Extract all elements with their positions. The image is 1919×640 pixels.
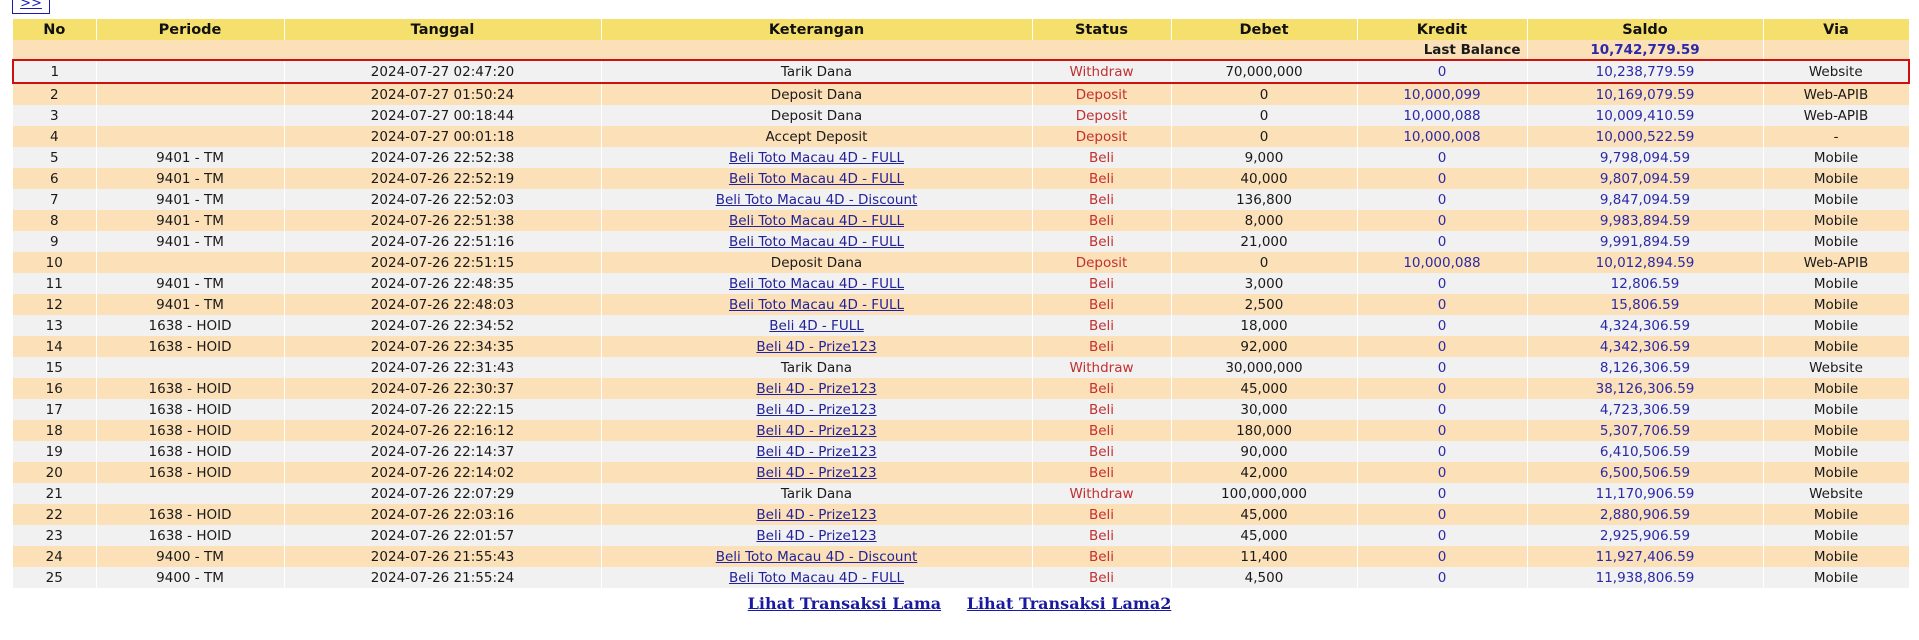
row-kredit: 0 bbox=[1357, 378, 1527, 399]
row-keterangan bbox=[601, 147, 1032, 168]
row-kredit: 0 bbox=[1357, 273, 1527, 294]
keterangan-link[interactable]: Beli Toto Macau 4D - Discount bbox=[715, 548, 918, 565]
row-kredit: 0 bbox=[1357, 462, 1527, 483]
row-kredit: 0 bbox=[1357, 525, 1527, 546]
row-kredit: 0 bbox=[1357, 210, 1527, 231]
header-via: Via bbox=[1763, 19, 1909, 40]
row-debet: 8,000 bbox=[1171, 210, 1357, 231]
row-tanggal: 2024-07-26 22:07:29 bbox=[284, 483, 601, 504]
row-debet: 2,500 bbox=[1171, 294, 1357, 315]
row-via: Website bbox=[1763, 60, 1909, 83]
header-saldo: Saldo bbox=[1527, 19, 1763, 40]
row-status: Beli bbox=[1032, 504, 1171, 525]
table-row bbox=[13, 420, 1909, 441]
row-status: Beli bbox=[1032, 294, 1171, 315]
row-via: Mobile bbox=[1763, 546, 1909, 567]
row-via: Mobile bbox=[1763, 168, 1909, 189]
row-status: Beli bbox=[1032, 336, 1171, 357]
row-kredit: 10,000,088 bbox=[1357, 105, 1527, 126]
row-periode bbox=[96, 252, 284, 273]
row-status: Withdraw bbox=[1032, 357, 1171, 378]
row-no: 19 bbox=[13, 441, 96, 462]
keterangan-link[interactable]: Beli 4D - Prize123 bbox=[756, 401, 877, 418]
keterangan-link[interactable]: Beli Toto Macau 4D - FULL bbox=[728, 296, 904, 313]
row-kredit: 0 bbox=[1357, 60, 1527, 83]
row-debet: 30,000 bbox=[1171, 399, 1357, 420]
row-debet: 0 bbox=[1171, 252, 1357, 273]
row-tanggal: 2024-07-26 22:52:38 bbox=[284, 147, 601, 168]
row-debet: 0 bbox=[1171, 126, 1357, 147]
row-debet: 40,000 bbox=[1171, 168, 1357, 189]
row-status: Beli bbox=[1032, 231, 1171, 252]
row-keterangan bbox=[601, 210, 1032, 231]
row-tanggal: 2024-07-26 22:52:03 bbox=[284, 189, 601, 210]
keterangan-link[interactable]: Beli 4D - Prize123 bbox=[756, 464, 877, 481]
row-kredit: 0 bbox=[1357, 567, 1527, 588]
row-kredit: 0 bbox=[1357, 483, 1527, 504]
table-row bbox=[13, 147, 1909, 168]
row-via: Mobile bbox=[1763, 441, 1909, 462]
row-periode: 9401 - TM bbox=[96, 294, 284, 315]
row-debet: 3,000 bbox=[1171, 273, 1357, 294]
row-via: Mobile bbox=[1763, 399, 1909, 420]
row-saldo: 11,938,806.59 bbox=[1527, 567, 1763, 588]
row-periode bbox=[96, 357, 284, 378]
table-header-row bbox=[13, 19, 1909, 40]
table-row bbox=[13, 315, 1909, 336]
row-kredit: 0 bbox=[1357, 546, 1527, 567]
row-via: Mobile bbox=[1763, 525, 1909, 546]
row-keterangan bbox=[601, 504, 1032, 525]
row-via: Mobile bbox=[1763, 504, 1909, 525]
keterangan-link[interactable]: Beli 4D - Prize123 bbox=[756, 506, 877, 523]
keterangan-link[interactable]: Beli Toto Macau 4D - Discount bbox=[715, 191, 918, 208]
keterangan-link[interactable]: Beli Toto Macau 4D - FULL bbox=[728, 170, 904, 187]
keterangan-link[interactable]: Beli Toto Macau 4D - FULL bbox=[728, 275, 904, 292]
row-via: Mobile bbox=[1763, 147, 1909, 168]
row-tanggal: 2024-07-26 22:22:15 bbox=[284, 399, 601, 420]
row-debet: 4,500 bbox=[1171, 567, 1357, 588]
row-status: Beli bbox=[1032, 546, 1171, 567]
table-row bbox=[13, 336, 1909, 357]
row-via: Mobile bbox=[1763, 273, 1909, 294]
table-row bbox=[13, 462, 1909, 483]
row-periode bbox=[96, 105, 284, 126]
row-kredit: 10,000,088 bbox=[1357, 252, 1527, 273]
row-via: Mobile bbox=[1763, 315, 1909, 336]
row-saldo: 10,012,894.59 bbox=[1527, 252, 1763, 273]
row-saldo: 6,410,506.59 bbox=[1527, 441, 1763, 462]
row-tanggal: 2024-07-26 21:55:24 bbox=[284, 567, 601, 588]
row-no: 11 bbox=[13, 273, 96, 294]
row-via: Web-APIB bbox=[1763, 252, 1909, 273]
row-kredit: 0 bbox=[1357, 315, 1527, 336]
row-via: Mobile bbox=[1763, 210, 1909, 231]
row-saldo: 11,170,906.59 bbox=[1527, 483, 1763, 504]
row-keterangan: Deposit Dana bbox=[601, 83, 1032, 105]
row-periode bbox=[96, 483, 284, 504]
row-status: Withdraw bbox=[1032, 483, 1171, 504]
row-via: Mobile bbox=[1763, 378, 1909, 399]
transaction-table bbox=[12, 19, 1910, 588]
row-periode: 1638 - HOID bbox=[96, 525, 284, 546]
table-row bbox=[13, 546, 1909, 567]
row-periode: 1638 - HOID bbox=[96, 378, 284, 399]
row-kredit: 0 bbox=[1357, 294, 1527, 315]
header-keterangan: Keterangan bbox=[601, 19, 1032, 40]
row-keterangan bbox=[601, 525, 1032, 546]
row-no: 9 bbox=[13, 231, 96, 252]
row-tanggal: 2024-07-26 22:48:03 bbox=[284, 294, 601, 315]
last-balance-row bbox=[13, 40, 1909, 60]
row-kredit: 0 bbox=[1357, 399, 1527, 420]
row-keterangan bbox=[601, 420, 1032, 441]
row-periode: 9401 - TM bbox=[96, 147, 284, 168]
row-keterangan bbox=[601, 168, 1032, 189]
row-status: Beli bbox=[1032, 462, 1171, 483]
row-kredit: 10,000,008 bbox=[1357, 126, 1527, 147]
row-periode: 9400 - TM bbox=[96, 567, 284, 588]
keterangan-link[interactable]: Beli Toto Macau 4D - FULL bbox=[728, 212, 904, 229]
row-keterangan bbox=[601, 567, 1032, 588]
row-tanggal: 2024-07-27 00:18:44 bbox=[284, 105, 601, 126]
row-saldo: 2,925,906.59 bbox=[1527, 525, 1763, 546]
row-saldo: 4,324,306.59 bbox=[1527, 315, 1763, 336]
keterangan-link[interactable]: Beli 4D - Prize123 bbox=[756, 527, 877, 544]
row-no: 1 bbox=[13, 60, 96, 83]
keterangan-link[interactable]: Beli Toto Macau 4D - FULL bbox=[728, 233, 904, 250]
row-saldo: 5,307,706.59 bbox=[1527, 420, 1763, 441]
row-saldo: 4,342,306.59 bbox=[1527, 336, 1763, 357]
header-kredit: Kredit bbox=[1357, 19, 1527, 40]
table-row bbox=[13, 210, 1909, 231]
row-via: Web-APIB bbox=[1763, 83, 1909, 105]
row-periode: 1638 - HOID bbox=[96, 420, 284, 441]
table-row bbox=[13, 525, 1909, 546]
keterangan-link[interactable]: Beli 4D - Prize123 bbox=[756, 422, 877, 439]
row-no: 17 bbox=[13, 399, 96, 420]
row-debet: 42,000 bbox=[1171, 462, 1357, 483]
row-debet: 45,000 bbox=[1171, 378, 1357, 399]
table-row bbox=[13, 483, 1909, 504]
keterangan-link[interactable]: Beli 4D - Prize123 bbox=[756, 338, 877, 355]
row-debet: 90,000 bbox=[1171, 441, 1357, 462]
row-periode: 1638 - HOID bbox=[96, 504, 284, 525]
row-debet: 0 bbox=[1171, 83, 1357, 105]
table-row bbox=[13, 83, 1909, 105]
row-saldo: 38,126,306.59 bbox=[1527, 378, 1763, 399]
row-debet: 70,000,000 bbox=[1171, 60, 1357, 83]
row-saldo: 8,126,306.59 bbox=[1527, 357, 1763, 378]
row-via: Mobile bbox=[1763, 462, 1909, 483]
row-saldo: 10,009,410.59 bbox=[1527, 105, 1763, 126]
row-no: 25 bbox=[13, 567, 96, 588]
row-periode: 1638 - HOID bbox=[96, 462, 284, 483]
table-row bbox=[13, 567, 1909, 588]
next-page-button[interactable]: >> bbox=[12, 0, 50, 14]
row-kredit: 0 bbox=[1357, 420, 1527, 441]
row-status: Beli bbox=[1032, 189, 1171, 210]
row-keterangan bbox=[601, 441, 1032, 462]
row-periode: 1638 - HOID bbox=[96, 315, 284, 336]
row-tanggal: 2024-07-26 22:52:19 bbox=[284, 168, 601, 189]
row-tanggal: 2024-07-26 21:55:43 bbox=[284, 546, 601, 567]
row-kredit: 0 bbox=[1357, 168, 1527, 189]
header-tanggal: Tanggal bbox=[284, 19, 601, 40]
table-row bbox=[13, 60, 1909, 83]
row-saldo: 9,798,094.59 bbox=[1527, 147, 1763, 168]
keterangan-link[interactable]: Beli 4D - Prize123 bbox=[756, 443, 877, 460]
row-status: Deposit bbox=[1032, 252, 1171, 273]
row-periode: 1638 - HOID bbox=[96, 441, 284, 462]
row-via: Mobile bbox=[1763, 189, 1909, 210]
row-via: Mobile bbox=[1763, 336, 1909, 357]
row-no: 5 bbox=[13, 147, 96, 168]
row-kredit: 0 bbox=[1357, 189, 1527, 210]
row-via: Mobile bbox=[1763, 231, 1909, 252]
row-no: 21 bbox=[13, 483, 96, 504]
table-row bbox=[13, 252, 1909, 273]
keterangan-link[interactable]: Beli Toto Macau 4D - FULL bbox=[728, 569, 904, 586]
row-via: Mobile bbox=[1763, 294, 1909, 315]
old-transactions-link[interactable]: Lihat Transaksi Lama bbox=[747, 594, 942, 613]
last-balance-empty bbox=[1763, 40, 1909, 60]
row-status: Beli bbox=[1032, 567, 1171, 588]
row-no: 14 bbox=[13, 336, 96, 357]
row-status: Beli bbox=[1032, 147, 1171, 168]
row-no: 16 bbox=[13, 378, 96, 399]
table-row bbox=[13, 189, 1909, 210]
row-no: 23 bbox=[13, 525, 96, 546]
row-debet: 136,800 bbox=[1171, 189, 1357, 210]
row-status: Beli bbox=[1032, 168, 1171, 189]
row-periode: 1638 - HOID bbox=[96, 336, 284, 357]
row-periode: 9401 - TM bbox=[96, 168, 284, 189]
table-row bbox=[13, 441, 1909, 462]
row-periode: 9401 - TM bbox=[96, 273, 284, 294]
row-saldo: 6,500,506.59 bbox=[1527, 462, 1763, 483]
row-keterangan: Tarik Dana bbox=[601, 60, 1032, 83]
row-no: 2 bbox=[13, 83, 96, 105]
table-row bbox=[13, 504, 1909, 525]
row-no: 22 bbox=[13, 504, 96, 525]
row-debet: 18,000 bbox=[1171, 315, 1357, 336]
row-keterangan bbox=[601, 378, 1032, 399]
row-status: Deposit bbox=[1032, 83, 1171, 105]
row-tanggal: 2024-07-26 22:51:15 bbox=[284, 252, 601, 273]
row-kredit: 0 bbox=[1357, 147, 1527, 168]
table-row bbox=[13, 399, 1909, 420]
row-keterangan bbox=[601, 189, 1032, 210]
row-no: 3 bbox=[13, 105, 96, 126]
table-row bbox=[13, 231, 1909, 252]
row-via: - bbox=[1763, 126, 1909, 147]
row-no: 24 bbox=[13, 546, 96, 567]
row-tanggal: 2024-07-26 22:31:43 bbox=[284, 357, 601, 378]
row-keterangan: Accept Deposit bbox=[601, 126, 1032, 147]
row-saldo: 15,806.59 bbox=[1527, 294, 1763, 315]
row-keterangan bbox=[601, 546, 1032, 567]
row-tanggal: 2024-07-26 22:16:12 bbox=[284, 420, 601, 441]
table-row bbox=[13, 273, 1909, 294]
row-tanggal: 2024-07-26 22:51:38 bbox=[284, 210, 601, 231]
last-balance-value: 10,742,779.59 bbox=[1527, 40, 1763, 60]
row-debet: 9,000 bbox=[1171, 147, 1357, 168]
row-status: Deposit bbox=[1032, 126, 1171, 147]
row-debet: 100,000,000 bbox=[1171, 483, 1357, 504]
row-via: Website bbox=[1763, 483, 1909, 504]
row-periode bbox=[96, 126, 284, 147]
row-tanggal: 2024-07-26 22:48:35 bbox=[284, 273, 601, 294]
row-no: 15 bbox=[13, 357, 96, 378]
row-no: 6 bbox=[13, 168, 96, 189]
row-keterangan bbox=[601, 399, 1032, 420]
row-kredit: 0 bbox=[1357, 231, 1527, 252]
keterangan-link[interactable]: Beli Toto Macau 4D - FULL bbox=[728, 149, 904, 166]
row-periode: 9401 - TM bbox=[96, 189, 284, 210]
row-keterangan bbox=[601, 294, 1032, 315]
row-tanggal: 2024-07-26 22:14:02 bbox=[284, 462, 601, 483]
row-via: Web-APIB bbox=[1763, 105, 1909, 126]
row-kredit: 0 bbox=[1357, 441, 1527, 462]
table-row bbox=[13, 378, 1909, 399]
row-no: 12 bbox=[13, 294, 96, 315]
row-saldo: 10,000,522.59 bbox=[1527, 126, 1763, 147]
row-saldo: 11,927,406.59 bbox=[1527, 546, 1763, 567]
old-transactions-link-2[interactable]: Lihat Transaksi Lama2 bbox=[966, 594, 1172, 613]
row-periode: 9401 - TM bbox=[96, 231, 284, 252]
row-kredit: 0 bbox=[1357, 336, 1527, 357]
row-status: Beli bbox=[1032, 420, 1171, 441]
row-kredit: 0 bbox=[1357, 504, 1527, 525]
row-kredit: 0 bbox=[1357, 357, 1527, 378]
row-keterangan bbox=[601, 273, 1032, 294]
table-row bbox=[13, 357, 1909, 378]
last-balance-label: Last Balance bbox=[13, 40, 1527, 60]
row-status: Withdraw bbox=[1032, 60, 1171, 83]
row-no: 13 bbox=[13, 315, 96, 336]
row-saldo: 2,880,906.59 bbox=[1527, 504, 1763, 525]
header-periode: Periode bbox=[96, 19, 284, 40]
table-row bbox=[13, 126, 1909, 147]
row-no: 8 bbox=[13, 210, 96, 231]
row-status: Deposit bbox=[1032, 105, 1171, 126]
row-status: Beli bbox=[1032, 273, 1171, 294]
row-tanggal: 2024-07-26 22:51:16 bbox=[284, 231, 601, 252]
header-debet: Debet bbox=[1171, 19, 1357, 40]
keterangan-link[interactable]: Beli 4D - FULL bbox=[769, 317, 864, 334]
row-periode: 1638 - HOID bbox=[96, 399, 284, 420]
row-debet: 30,000,000 bbox=[1171, 357, 1357, 378]
row-status: Beli bbox=[1032, 378, 1171, 399]
row-via: Website bbox=[1763, 357, 1909, 378]
row-no: 18 bbox=[13, 420, 96, 441]
row-saldo: 10,169,079.59 bbox=[1527, 83, 1763, 105]
row-status: Beli bbox=[1032, 315, 1171, 336]
row-debet: 11,400 bbox=[1171, 546, 1357, 567]
row-tanggal: 2024-07-26 22:03:16 bbox=[284, 504, 601, 525]
row-keterangan: Tarik Dana bbox=[601, 483, 1032, 504]
row-debet: 180,000 bbox=[1171, 420, 1357, 441]
row-saldo: 9,991,894.59 bbox=[1527, 231, 1763, 252]
row-tanggal: 2024-07-26 22:01:57 bbox=[284, 525, 601, 546]
row-status: Beli bbox=[1032, 525, 1171, 546]
footer-links bbox=[0, 594, 1919, 613]
row-debet: 21,000 bbox=[1171, 231, 1357, 252]
table-row bbox=[13, 294, 1909, 315]
row-keterangan bbox=[601, 336, 1032, 357]
row-tanggal: 2024-07-27 01:50:24 bbox=[284, 83, 601, 105]
table-row bbox=[13, 105, 1909, 126]
row-status: Beli bbox=[1032, 210, 1171, 231]
row-tanggal: 2024-07-26 22:34:52 bbox=[284, 315, 601, 336]
row-tanggal: 2024-07-26 22:34:35 bbox=[284, 336, 601, 357]
row-via: Mobile bbox=[1763, 567, 1909, 588]
row-kredit: 10,000,099 bbox=[1357, 83, 1527, 105]
row-debet: 45,000 bbox=[1171, 504, 1357, 525]
table-row bbox=[13, 168, 1909, 189]
row-keterangan bbox=[601, 315, 1032, 336]
row-status: Beli bbox=[1032, 399, 1171, 420]
header-status: Status bbox=[1032, 19, 1171, 40]
row-saldo: 9,807,094.59 bbox=[1527, 168, 1763, 189]
row-debet: 0 bbox=[1171, 105, 1357, 126]
row-no: 7 bbox=[13, 189, 96, 210]
row-saldo: 12,806.59 bbox=[1527, 273, 1763, 294]
row-via: Mobile bbox=[1763, 420, 1909, 441]
row-debet: 92,000 bbox=[1171, 336, 1357, 357]
header-no: No bbox=[13, 19, 96, 40]
row-keterangan: Deposit Dana bbox=[601, 105, 1032, 126]
row-no: 20 bbox=[13, 462, 96, 483]
row-saldo: 4,723,306.59 bbox=[1527, 399, 1763, 420]
keterangan-link[interactable]: Beli 4D - Prize123 bbox=[756, 380, 877, 397]
row-tanggal: 2024-07-26 22:14:37 bbox=[284, 441, 601, 462]
row-saldo: 10,238,779.59 bbox=[1527, 60, 1763, 83]
row-saldo: 9,983,894.59 bbox=[1527, 210, 1763, 231]
row-periode: 9401 - TM bbox=[96, 210, 284, 231]
row-keterangan bbox=[601, 231, 1032, 252]
row-tanggal: 2024-07-26 22:30:37 bbox=[284, 378, 601, 399]
row-tanggal: 2024-07-27 00:01:18 bbox=[284, 126, 601, 147]
row-no: 4 bbox=[13, 126, 96, 147]
row-periode bbox=[96, 83, 284, 105]
row-keterangan bbox=[601, 462, 1032, 483]
row-keterangan: Deposit Dana bbox=[601, 252, 1032, 273]
row-status: Beli bbox=[1032, 441, 1171, 462]
row-debet: 45,000 bbox=[1171, 525, 1357, 546]
row-saldo: 9,847,094.59 bbox=[1527, 189, 1763, 210]
row-periode bbox=[96, 60, 284, 83]
row-keterangan: Tarik Dana bbox=[601, 357, 1032, 378]
row-tanggal: 2024-07-27 02:47:20 bbox=[284, 60, 601, 83]
row-no: 10 bbox=[13, 252, 96, 273]
row-periode: 9400 - TM bbox=[96, 546, 284, 567]
